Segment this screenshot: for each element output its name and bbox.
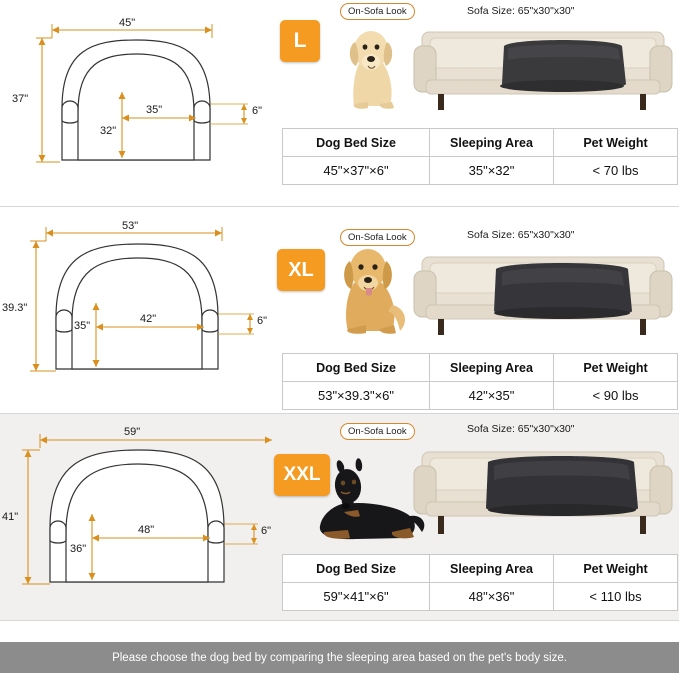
labrador-retriever-photo <box>324 16 420 120</box>
dim-inner-height-xl: 35" <box>74 320 91 332</box>
on-sofa-look-badge-l: On-Sofa Look <box>340 3 415 20</box>
value-bed-size: 59"×41"×6" <box>283 583 430 611</box>
size-badge-xl: XL <box>277 249 325 291</box>
dim-inner-width-l: 35" <box>146 104 163 116</box>
sofa-illustration-xl <box>412 243 674 343</box>
sofa-illustration-xxl <box>412 438 674 542</box>
value-sleeping-area: 48"×36" <box>430 583 554 611</box>
dim-height-xxl: 41" <box>2 511 19 523</box>
header-sleeping-area: Sleeping Area <box>430 555 554 583</box>
footer-note-text: Please choose the dog bed by comparing the sleeping area based on the pet's body size. <box>112 651 567 664</box>
size-badge-l: L <box>280 20 320 62</box>
sofa-illustration-l <box>412 18 674 118</box>
spec-table-xxl <box>282 554 678 611</box>
header-pet-weight: Pet Weight <box>554 354 678 382</box>
spec-table-xl <box>282 353 678 410</box>
value-sleeping-area: 42"×35" <box>430 382 554 410</box>
header-bed-size: Dog Bed Size <box>283 354 430 382</box>
dim-bolster-xl: 6" <box>257 315 268 327</box>
dim-bolster-l: 6" <box>252 105 263 117</box>
lifestyle-panel-xxl <box>272 414 679 621</box>
size-row-xl <box>0 207 679 414</box>
dim-inner-height-xxl: 36" <box>70 543 87 555</box>
size-row-xxl <box>0 414 679 621</box>
header-sleeping-area: Sleeping Area <box>430 129 554 157</box>
doberman-photo <box>300 452 430 552</box>
bed-diagram-xl <box>0 207 272 414</box>
dim-height-l: 37" <box>12 93 29 105</box>
table-row <box>283 583 678 611</box>
lifestyle-panel-l <box>272 0 679 207</box>
value-pet-weight: < 90 lbs <box>554 382 678 410</box>
bed-diagram-xxl <box>0 414 272 621</box>
value-bed-size: 53"×39.3"×6" <box>283 382 430 410</box>
size-badge-xxl: XXL <box>274 454 330 496</box>
header-sleeping-area: Sleeping Area <box>430 354 554 382</box>
header-bed-size: Dog Bed Size <box>283 555 430 583</box>
dim-height-xl: 39.3" <box>2 302 28 314</box>
on-sofa-look-badge-xxl: On-Sofa Look <box>340 423 415 440</box>
header-bed-size: Dog Bed Size <box>283 129 430 157</box>
dim-width-xxl: 59" <box>124 426 141 438</box>
spec-table-l <box>282 128 678 185</box>
sofa-size-label-l: Sofa Size: 65"x30"x30" <box>467 5 575 17</box>
table-row <box>283 129 678 157</box>
dim-width-xl: 53" <box>122 220 139 232</box>
table-row <box>283 555 678 583</box>
size-row-l <box>0 0 679 207</box>
lifestyle-panel-xl <box>272 207 679 414</box>
value-pet-weight: < 70 lbs <box>554 157 678 185</box>
dim-bolster-xxl: 6" <box>261 525 272 537</box>
header-pet-weight: Pet Weight <box>554 555 678 583</box>
dim-width-l: 45" <box>119 17 136 29</box>
dim-inner-height-l: 32" <box>100 125 117 137</box>
table-row <box>283 382 678 410</box>
dim-inner-width-xxl: 48" <box>138 524 155 536</box>
sofa-size-label-xl: Sofa Size: 65"x30"x30" <box>467 229 575 241</box>
header-pet-weight: Pet Weight <box>554 129 678 157</box>
sofa-size-label-xxl: Sofa Size: 65"x30"x30" <box>467 423 575 435</box>
value-bed-size: 45"×37"×6" <box>283 157 430 185</box>
dim-inner-width-xl: 42" <box>140 313 157 325</box>
on-sofa-look-badge-xl: On-Sofa Look <box>340 229 415 246</box>
footer-note <box>0 642 679 673</box>
table-row <box>283 354 678 382</box>
value-sleeping-area: 35"×32" <box>430 157 554 185</box>
table-row <box>283 157 678 185</box>
value-pet-weight: < 110 lbs <box>554 583 678 611</box>
golden-retriever-photo <box>316 235 426 345</box>
bed-diagram-l <box>0 0 272 207</box>
